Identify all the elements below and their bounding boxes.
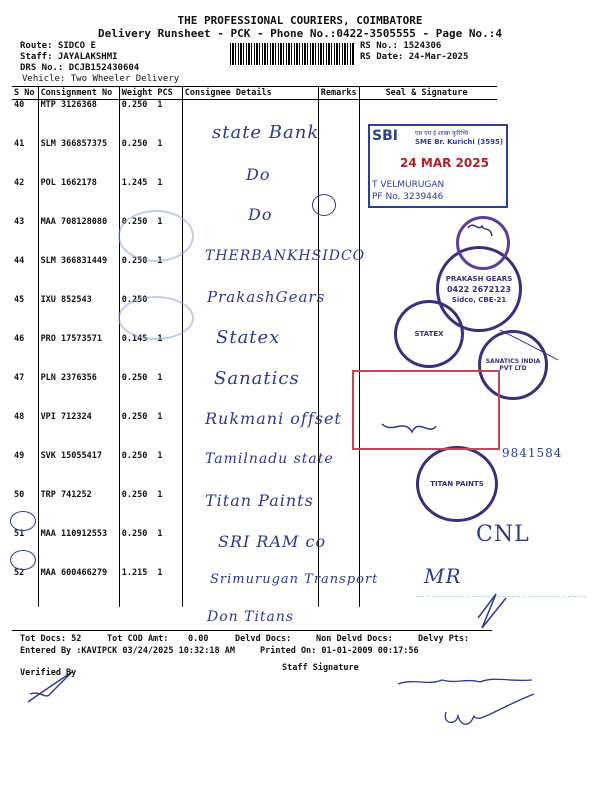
- hand-rukmani: Rukmani offset: [205, 409, 342, 428]
- hand-dontitans: Don Titans: [207, 609, 295, 625]
- cell-weight: 0.250: [121, 139, 148, 149]
- prakash-seal-location: Sidco, CBE-21: [451, 295, 507, 304]
- cell-consignment-no: SLM 366857375: [38, 139, 119, 178]
- hand-sanatics: Sanatics: [214, 368, 300, 389]
- cell-consignment-no: IXU 852543: [38, 295, 119, 334]
- sig-row52: [478, 594, 506, 628]
- verified-by-label: Verified By: [20, 668, 77, 678]
- rs-date: RS Date: 24-Mar-2025: [360, 52, 469, 62]
- cell-pcs: 1: [155, 568, 182, 607]
- cell-weight: 1.245: [121, 178, 148, 188]
- cell-weight: 1.215: [121, 568, 148, 578]
- non-delvd-docs: Non Delvd Docs:: [316, 634, 393, 644]
- cell-pcs: 1: [155, 256, 182, 295]
- cell-pcs: 1: [155, 490, 182, 529]
- cell-weight: 0.250: [121, 490, 148, 500]
- col-consignment: Consignment No: [38, 87, 119, 100]
- titan-seal-text: TITAN PAINTS: [430, 480, 484, 488]
- staff-signature-scribble: [398, 679, 532, 684]
- delvy-pts: Delvy Pts:: [418, 634, 470, 644]
- tot-docs: Tot Docs: 52: [20, 634, 82, 644]
- cell-consignment-no: VPI 712324: [38, 412, 119, 451]
- col-consignee: Consignee Details: [182, 87, 318, 100]
- hand-titan: Titan Paints: [205, 491, 314, 510]
- sig-row47: [382, 424, 436, 432]
- hand-statex: Statex: [216, 327, 281, 348]
- cell-consignment-no: SLM 366831449: [38, 256, 119, 295]
- cell-pcs: 1: [155, 529, 182, 568]
- cell-weight: 0.250: [121, 295, 148, 305]
- hand-srimurugan: Srimurugan Transport: [210, 572, 379, 587]
- cell-weight: 0.250: [121, 373, 148, 383]
- delvd-docs: Delvd Docs:: [235, 634, 292, 644]
- sanatics-seal-text: SANATICS INDIA PVT LTD: [485, 358, 541, 372]
- cell-pcs: 1: [155, 373, 182, 412]
- tot-cod-label: Tot COD Amt:: [107, 634, 169, 644]
- cell-pcs: 1: [155, 178, 182, 217]
- cell-sno: 44: [12, 256, 38, 295]
- sbi-pf: PF No. 3239446: [372, 192, 444, 202]
- col-remarks: Remarks: [318, 87, 359, 100]
- cell-consignment-no: PLN 2376356: [38, 373, 119, 412]
- hand-tamilnadu: Tamilnadu state: [205, 451, 334, 467]
- col-pcs: PCS: [155, 87, 182, 100]
- cell-consignment-no: MAA 600466279: [38, 568, 119, 607]
- cell-consignment-no: PRO 17573571: [38, 334, 119, 373]
- hand-therbankh: THERBANKHSIDCO: [205, 248, 366, 264]
- cell-consignment-no: MAA 110912553: [38, 529, 119, 568]
- cell-sno: 48: [12, 412, 38, 451]
- table-bottom-rule: [12, 630, 492, 631]
- sig-row44: [500, 330, 558, 360]
- sbi-officer: T VELMURUGAN: [372, 180, 445, 190]
- entered-by: Entered By :KAVIPCK 03/24/2025 10:32:18 AM: [20, 646, 235, 656]
- cell-sno: 43: [12, 217, 38, 256]
- cell-weight: 0.250: [121, 100, 148, 110]
- prakash-seal-phone: 0422 2672123: [446, 284, 511, 294]
- cell-sno: 40: [12, 100, 38, 140]
- hand-sriram: SRI RAM co: [218, 532, 327, 551]
- cell-consignment-no: POL 1662178: [38, 178, 119, 217]
- drs-label: DRS No.: DCJB152430604: [20, 63, 140, 73]
- hand-prakash: PrakashGears: [207, 288, 326, 306]
- initials-scribble: [445, 694, 534, 724]
- cell-sno: 49: [12, 451, 38, 490]
- cell-sno: 51: [12, 529, 38, 568]
- cell-sno: 47: [12, 373, 38, 412]
- cell-pcs: 1: [155, 412, 182, 451]
- route-label: Route: SIDCO E: [20, 41, 96, 51]
- tot-cod-value: 0.00: [188, 634, 209, 644]
- rs-number: RS No.: 1524306: [360, 41, 442, 51]
- cell-weight: 0.250: [121, 451, 148, 461]
- cell-sno: 46: [12, 334, 38, 373]
- cell-sno: 52: [12, 568, 38, 607]
- cell-sno: 41: [12, 139, 38, 178]
- sig-row43: [468, 225, 492, 236]
- sbi-logo: SBI: [372, 128, 398, 144]
- cell-consignment-no: SVK 15055417: [38, 451, 119, 490]
- staff-label: Staff: JAYALAKSHMI: [20, 52, 118, 62]
- phone-note: 9841584: [502, 446, 563, 460]
- col-weight: Weight: [119, 87, 155, 100]
- cell-consignment-no: MTP 3126368: [38, 100, 119, 140]
- cell-pcs: 1: [155, 139, 182, 178]
- cell-pcs: 1: [155, 334, 182, 373]
- statex-seal-text: STATEX: [414, 330, 444, 338]
- cell-pcs: 1: [155, 451, 182, 490]
- cell-weight: 0.145: [121, 334, 148, 344]
- cell-pcs: 1: [155, 100, 182, 140]
- sbi-hindi: एस एम ई शाखा कुरिच्चि: [415, 130, 469, 137]
- cell-consignment-no: TRP 741252: [38, 490, 119, 529]
- staff-signature-label: Staff Signature: [282, 663, 359, 673]
- remark-cnl: CNL: [476, 522, 530, 547]
- prakash-seal-name: PRAKASH GEARS: [445, 274, 513, 283]
- cell-weight: 0.250: [121, 256, 148, 266]
- cell-sno: 50: [12, 490, 38, 529]
- cell-consignment-no: MAA 708128080: [38, 217, 119, 256]
- cell-weight: 0.250: [121, 217, 148, 227]
- cell-weight: 0.250: [121, 412, 148, 422]
- cell-sno: 42: [12, 178, 38, 217]
- col-sno: S No: [12, 87, 38, 100]
- col-seal: Seal & Signature: [359, 87, 497, 100]
- sbi-date: 24 MAR 2025: [400, 156, 489, 170]
- company-title: THE PROFESSIONAL COURIERS, COIMBATORE: [177, 14, 423, 27]
- cell-sno: 45: [12, 295, 38, 334]
- hand-ditto-1: Do: [246, 165, 271, 184]
- printed-on: Printed On: 01-01-2009 00:17:56: [260, 646, 419, 656]
- hand-ditto-2: Do: [248, 205, 273, 224]
- cell-pcs: 1: [155, 217, 182, 256]
- remark-mr: MR: [424, 564, 462, 588]
- cell-weight: 0.250: [121, 529, 148, 539]
- sbi-branch: SME Br. Kurichi (3595): [415, 138, 504, 146]
- hand-state-bank: state Bank: [212, 122, 320, 143]
- vehicle-label: Vehicle: Two Wheeler Delivery: [22, 74, 180, 84]
- runsheet-subtitle: Delivery Runsheet - PCK - Phone No.:0422-3505555 - Page No.:4: [98, 27, 502, 40]
